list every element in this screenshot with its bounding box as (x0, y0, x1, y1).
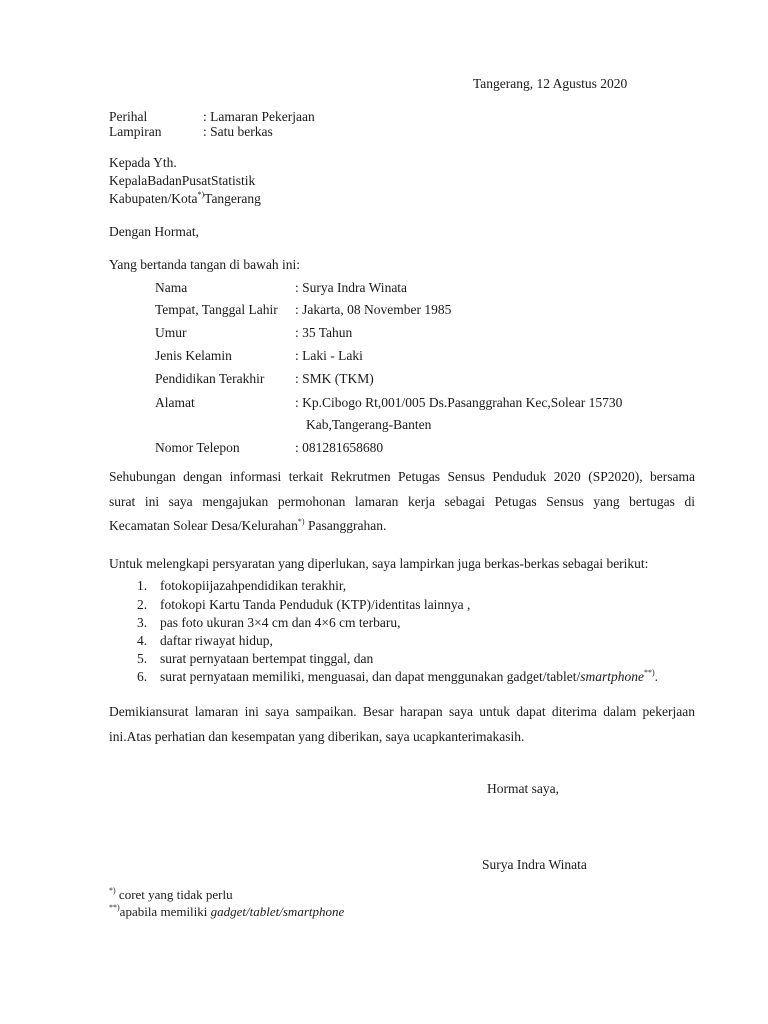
applicant-key: Nomor Telepon (155, 440, 240, 455)
attachment-text-italic: smartphone (580, 669, 644, 684)
body-line-text: Kecamatan Solear Desa/Kelurahan (109, 518, 298, 533)
attachment-number: 1. (137, 578, 148, 593)
closing-line: ini.Atas perhatian dan kesempatan yang diberikan, saya ucapkanterimakasih. (109, 728, 525, 744)
body-line (109, 514, 695, 539)
applicant-value: : 35 Tahun (295, 325, 353, 340)
footnote-marker: **) (643, 667, 655, 677)
recipient-line-2: KepalaBadanPusatStatistik (109, 173, 256, 188)
attachment-number: 6. (137, 669, 148, 684)
attachment-text: fotokopi Kartu Tanda Penduduk (KTP)/identitas lainnya , (160, 597, 471, 612)
recipient-line-1: Kepada Yth. (109, 155, 177, 170)
footnote-marker: **) (109, 902, 120, 912)
applicant-key: Nama (155, 280, 188, 295)
applicant-value: : Jakarta, 08 November 1985 (295, 302, 452, 317)
body-paragraph (109, 465, 695, 539)
footnote-text: apabila memiliki (119, 904, 211, 919)
body-line-text: Pasanggrahan. (304, 518, 387, 533)
recipient-region: Tangerang (204, 191, 261, 206)
applicant-key: Pendidikan Terakhir (155, 371, 265, 386)
footnote-marker: *) (109, 885, 116, 895)
body-line: Sehubungan dengan informasi terkait Rekrutmen Petugas Sensus Penduduk 2020 (SP2020), bersama (109, 469, 695, 484)
meta-value: : Lamaran Pekerjaan (203, 109, 315, 124)
meta-key: Perihal (109, 109, 148, 124)
meta-key: Lampiran (109, 124, 162, 139)
attachment-text: surat pernyataan bertempat tinggal, dan (160, 651, 374, 666)
applicant-key: Jenis Kelamin (155, 348, 232, 363)
body-line: surat ini saya mengajukan permohonan lamaran kerja sebagai Petugas Sensus yang bertugas di (109, 493, 695, 509)
applicant-value: Kab,Tangerang-Banten (306, 417, 432, 432)
applicant-value: : 081281658680 (295, 440, 384, 455)
applicant-key: Tempat, Tanggal Lahir (155, 302, 278, 317)
attachment-text: pas foto ukuran 3×4 cm dan 4×6 cm terbaru, (160, 615, 401, 630)
applicant-key: Alamat (155, 395, 195, 410)
applicant-value: : Laki - Laki (295, 348, 363, 363)
applicant-key: Umur (155, 325, 187, 340)
attachment-text (160, 669, 658, 685)
applicant-value: : Kp.Cibogo Rt,001/005 Ds.Pasanggrahan Kec,Solear 15730 (295, 395, 623, 410)
footnote-marker: *) (197, 189, 205, 199)
attachments-intro: Untuk melengkapi persyaratan yang diperlukan, saya lampirkan juga berkas-berkas sebagai berikut: (109, 556, 649, 571)
signer-name: Surya Indra Winata (482, 857, 587, 872)
recipient-block (109, 155, 261, 209)
footnote-1 (109, 887, 233, 903)
attachment-number: 4. (137, 633, 148, 648)
attachment-number: 5. (137, 651, 148, 666)
attachment-text: fotokopiijazahpendidikan terakhir, (160, 578, 347, 593)
recipient-region-label: Kabupaten/Kota (109, 191, 198, 206)
footnote-text: coret yang tidak perlu (115, 887, 233, 902)
closing-paragraph (109, 700, 695, 749)
intro-line: Yang bertanda tangan di bawah ini: (109, 257, 300, 272)
sign-off: Hormat saya, (487, 781, 559, 796)
footnote-marker: *) (297, 516, 305, 526)
attachment-number: 3. (137, 615, 148, 630)
attachment-number: 2. (137, 597, 148, 612)
attachment-text-tail: . (654, 669, 659, 684)
attachment-text: daftar riwayat hidup, (160, 633, 273, 648)
footnote-2 (109, 904, 344, 920)
applicant-value: : Surya Indra Winata (295, 280, 408, 295)
place-date: Tangerang, 12 Agustus 2020 (473, 76, 628, 91)
attachment-text-main: surat pernyataan memiliki, menguasai, dan dapat menggunakan gadget/tablet/ (160, 669, 581, 684)
footnote-italic: gadget/tablet/smartphone (210, 904, 345, 919)
greeting: Dengan Hormat, (109, 224, 199, 239)
closing-line: Demikiansurat lamaran ini saya sampaikan. Besar harapan saya untuk dapat diterima dalam pekerjaan (109, 704, 695, 719)
meta-value: : Satu berkas (203, 124, 273, 139)
recipient-line-3 (109, 191, 261, 209)
applicant-value: : SMK (TKM) (295, 371, 374, 386)
